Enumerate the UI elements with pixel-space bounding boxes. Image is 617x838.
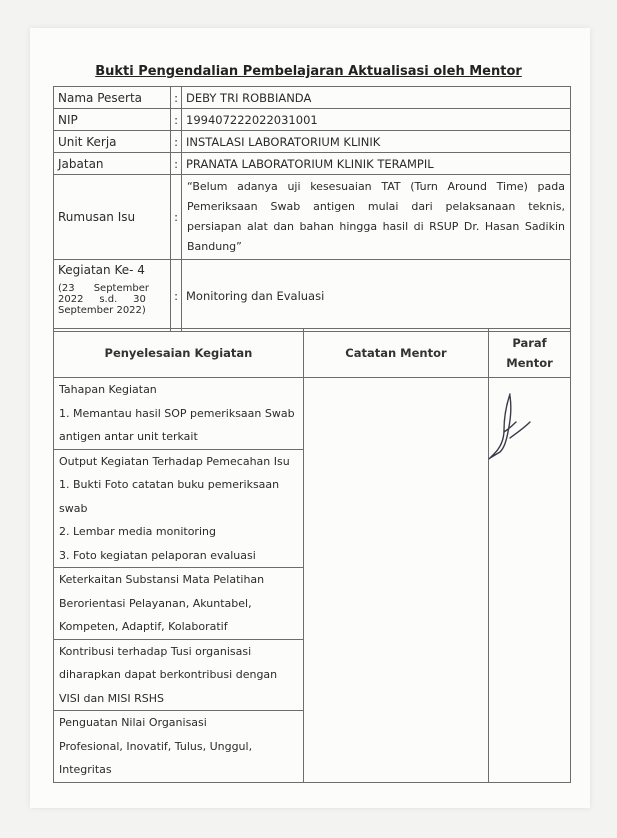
- line: diharapkan dapat berkontribusi dengan: [59, 668, 278, 681]
- line: Kompeten, Adaptif, Kolaboratif: [59, 620, 228, 633]
- value-kegiatan: Monitoring dan Evaluasi: [182, 260, 571, 332]
- kegiatan-date-line1: (23 September: [58, 283, 149, 294]
- line: antigen antar unit terkait: [59, 430, 198, 443]
- line: Kontribusi terhadap Tusi organisasi: [59, 644, 252, 658]
- mentor-table-header: [54, 329, 571, 378]
- line: VISI dan MISI RSHS: [59, 691, 165, 705]
- line: swab: [59, 501, 88, 515]
- row-unit-kerja: [54, 131, 571, 153]
- participant-info-table: [53, 86, 571, 332]
- line: 1. Bukti Foto catatan buku pemeriksaan: [59, 478, 280, 491]
- colon: :: [171, 153, 182, 175]
- header-penyelesaian: Penyelesaian Kegiatan: [54, 329, 304, 378]
- row-nama: [54, 87, 571, 109]
- label-kegiatan: [54, 260, 171, 332]
- kegiatan-date-line3: September 2022): [58, 305, 146, 316]
- colon: :: [171, 260, 182, 332]
- line: 1. Memantau hasil SOP pemeriksaan Swab: [59, 406, 295, 420]
- line: Output Kegiatan Terhadap Pemecahan Isu: [59, 454, 290, 468]
- header-paraf-line2: Mentor: [506, 356, 553, 370]
- colon: :: [171, 175, 182, 260]
- section-tahapan: [54, 378, 304, 450]
- line: Profesional, Inovatif, Tulus, Unggul,: [59, 739, 253, 753]
- label-nama: Nama Peserta: [54, 87, 171, 109]
- row-kegiatan: [54, 260, 571, 332]
- header-paraf: [489, 329, 571, 378]
- label-rumusan-isu: Rumusan Isu: [54, 175, 171, 260]
- kegiatan-number: Kegiatan Ke- 4: [58, 263, 145, 277]
- section-keterkaitan: [54, 568, 304, 640]
- line: 2. Lembar media monitoring: [59, 525, 216, 538]
- line: 3. Foto kegiatan pelaporan evaluasi: [59, 548, 256, 562]
- header-paraf-line1: Paraf: [512, 336, 547, 350]
- colon: :: [171, 131, 182, 153]
- line: Berorientasi Pelayanan, Akuntabel,: [59, 596, 252, 610]
- document-title: Bukti Pengendalian Pembelajaran Aktualisasi oleh Mentor: [95, 64, 522, 79]
- label-jabatan: Jabatan: [54, 153, 171, 175]
- row-jabatan: [54, 153, 571, 175]
- colon: :: [171, 87, 182, 109]
- line: Integritas: [59, 763, 112, 776]
- section-kontribusi: [54, 639, 304, 711]
- value-nama: DEBY TRI ROBBIANDA: [182, 87, 571, 109]
- value-jabatan: PRANATA LABORATORIUM KLINIK TERAMPIL: [182, 153, 571, 175]
- label-unit-kerja: Unit Kerja: [54, 131, 171, 153]
- line: Penguatan Nilai Organisasi: [59, 716, 207, 729]
- section-output: [54, 449, 304, 568]
- colon: :: [171, 109, 182, 131]
- kegiatan-date: [58, 283, 166, 316]
- label-nip: NIP: [54, 109, 171, 131]
- row-nip: [54, 109, 571, 131]
- value-nip: 199407222022031001: [182, 109, 571, 131]
- line: Tahapan Kegiatan: [59, 383, 157, 396]
- section-penguatan: [54, 711, 304, 783]
- line: Keterkaitan Substansi Mata Pelatihan: [59, 573, 265, 586]
- kegiatan-date-line2: 2022 s.d. 30: [58, 294, 146, 305]
- value-rumusan-isu: “Belum adanya uji kesesuaian TAT (Turn Around Time) pada Pemeriksaan Swab antigen mulai dari pelaksanaan teknis, persiapan alat dan bahan hingga hasil di RSUP Dr. Hasan Sadikin Bandung”: [182, 175, 571, 260]
- value-unit-kerja: INSTALASI LABORATORIUM KLINIK: [182, 131, 571, 153]
- header-catatan: Catatan Mentor: [303, 329, 488, 378]
- mentor-signature: [480, 388, 540, 468]
- catatan-cell: [303, 378, 488, 783]
- row-rumusan-isu: [54, 175, 571, 260]
